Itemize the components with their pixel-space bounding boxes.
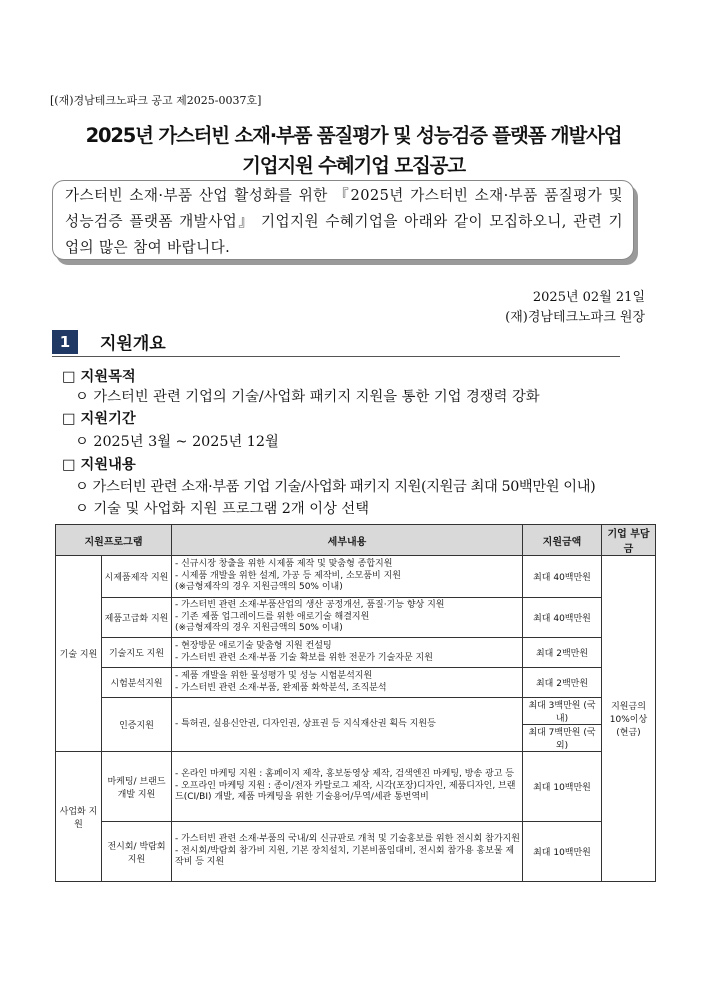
program-amount: 최대 10백만원 [523,752,602,822]
program-amount: 최대 40백만원 [523,598,602,638]
period-heading: □ 지원기간 [62,411,136,427]
program-amount-2: 최대 7백만원 (국외) [523,725,602,752]
program-amount: 최대 3백만원 (국내) [523,698,602,725]
intro-box: 가스터빈 소재·부품 산업 활성화를 위한 『2025년 가스터빈 소재·부품 품질평가 및 성능검증 플랫폼 개발사업』 기업지원 수혜기업을 아래와 같이 모집하오니, 관련 기업의 많은 참여 바랍니다. [52,180,634,260]
program-detail: - 온라인 마케팅 지원 : 홈페이지 제작, 홍보동영상 제작, 검색엔진 마케팅, 방송 광고 등 - 오프라인 마케팅 지원 : 종이/전자 카탈로그 제작, 시각(포장)디자인, 제품디자인, 브랜드(CI/BI) 개발, 제품 마케팅을 위한 기술용어/무역/세관 통번역비 [172,752,523,822]
program-detail: - 신규시장 창출을 위한 시제품 제작 및 맞춤형 종합지원 - 시제품 개발을 위한 설계, 가공 등 제작비, 소모품비 지원 (※금형제작의 경우 지원금액의 50% 이내) [172,556,523,598]
program-detail: - 현장방문 애로기술 맞춤형 지원 컨설팅 - 가스터빈 관련 소재·부품 기술 확보를 위한 전문가 기술자문 지원 [172,638,523,668]
period-text: ㅇ 2025년 3월 ~ 2025년 12월 [75,434,279,450]
notice-number: [(재)경남테크노파크 공고 제2025-0037호] [50,94,262,107]
purpose-text: ㅇ 가스터빈 관련 기업의 기술/사업화 패키지 지원을 통한 기업 경쟁력 강화 [75,389,540,405]
program-amount: 최대 2백만원 [523,668,602,698]
notice-date: 2025년 02월 21일 [532,290,645,305]
program-amount: 최대 40백만원 [523,556,602,598]
header-amount: 지원금액 [523,525,602,556]
header-program: 지원프로그램 [56,525,172,556]
section-title: 지원개요 [100,334,166,354]
program-detail: - 가스터빈 관련 소재·부품산업의 생산 공정개선, 품질·기능 향상 지원 - 기존 제품 업그레이드를 위한 애로기술 해결지원 (※금형제작의 경우 지원금액의 50% 이내) [172,598,523,638]
program-name: 전시회/ 박람회 지원 [102,822,172,882]
section-divider [52,356,620,357]
header-burden: 기업 부담금 [602,525,656,556]
program-amount: 최대 10백만원 [523,822,602,882]
title-line-1: 2025년 가스터빈 소재·부품 품질평가 및 성능검증 플랫폼 개발사업 [85,124,622,147]
program-detail: - 특허권, 실용신안권, 디자인권, 상표권 등 지식재산권 획득 지원등 [172,698,523,752]
program-name: 시제품제작 지원 [102,556,172,598]
group-biz: 사업화 지원 [56,752,102,882]
program-name: 시험분석지원 [102,668,172,698]
program-name: 기술지도 지원 [102,638,172,668]
section-number: 1 [52,330,78,354]
content-text-2: ㅇ 기술 및 사업화 지원 프로그램 2개 이상 선택 [75,501,370,517]
program-name: 인증지원 [102,698,172,752]
program-detail: - 가스터빈 관련 소재·부품의 국내/외 신규판로 개척 및 기술홍보를 위한 전시회 참가지원 - 전시회/박람회 참가비 지원, 기본 장치설치, 기본비품임대비, 전시회 참가용 홍보물 제작비 등 지원 [172,822,523,882]
program-amount: 최대 2백만원 [523,638,602,668]
header-detail: 세부내용 [172,525,523,556]
support-program-table [55,524,656,882]
title-line-2: 기업지원 수혜기업 모집공고 [242,154,465,177]
burden-cell: 지원금의 10%이상 (현금) [602,556,656,882]
content-text-1: ㅇ 가스터빈 관련 소재·부품 기업 기술/사업화 패키지 지원(지원금 최대 50백만원 이내) [75,479,596,495]
program-name: 마케팅/ 브랜드개발 지원 [102,752,172,822]
purpose-heading: □ 지원목적 [62,369,136,385]
content-heading: □ 지원내용 [62,457,136,473]
group-tech: 기술 지원 [56,556,102,752]
program-name: 제품고급화 지원 [102,598,172,638]
program-detail: - 제품 개발을 위한 물성평가 및 성능 시험분석지원 - 가스터빈 관련 소재·부품, 완제품 화학분석, 조직분석 [172,668,523,698]
issuing-org: (재)경남테크노파크 원장 [505,310,645,325]
